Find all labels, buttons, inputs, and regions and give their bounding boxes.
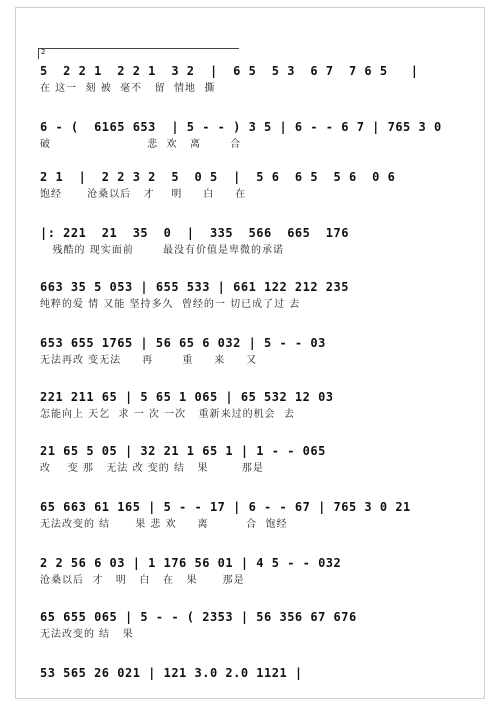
staff-line-5 [40,276,476,312]
lyrics: 纯粹的爱 情 又能 坚持多久 曾经的一 切已成了过 去 [40,299,301,310]
lyrics [40,684,476,698]
notes: 65 655 065 | 5 - - ( 2353 | 56 356 67 676 [40,610,357,624]
staff-line-4 [40,222,476,258]
lyrics: 破 悲 欢 离 合 [40,139,242,150]
lyrics: 无法改变的 结 果 悲 欢 离 合 饱经 [40,519,288,530]
notes: 2 2 56 6 03 | 1 176 56 01 | 4 5 - - 032 [40,556,342,570]
lyrics: 改 变 那 无法 改 变的 结 果 那是 [40,463,264,474]
lyrics: 沧桑以后 才 明 白 在 果 那是 [40,575,245,586]
staff-line-7 [40,386,476,422]
lyrics: 饱经 沧桑以后 才 明 白 在 [40,189,247,200]
notes: 653 655 1765 | 56 65 6 032 | 5 - - 03 [40,336,326,350]
staff-line-10 [40,552,476,588]
notes: 5 2 2 1 2 2 1 3 2 | 6 5 5 3 6 7 7 6 5 | [40,64,419,78]
staff-line-3 [40,166,476,202]
staff-line-2 [40,116,476,152]
sheet-music-page [15,7,485,699]
lyrics: 残酷的 现实面前 最没有价值是卑微的承诺 [40,245,284,256]
lyrics: 在 这一 刻 被 毫不 留 情地 撕 [40,83,216,94]
staff-line-12 [40,662,476,698]
staff-line-1 [40,60,476,96]
notes: 221 211 65 | 5 65 1 065 | 65 532 12 03 [40,390,334,404]
lyrics: 无法再改 变无法 再 重 来 又 [40,355,258,366]
lyrics: 怎能向上 天乞 求 一 次 一次 重新来过的机会 去 [40,409,295,420]
notes: |: 221 21 35 0 | 335 566 665 176 [40,226,349,240]
notes: 6 - ( 6165 653 | 5 - - ) 3 5 | 6 - - 6 7 | 765 3 0 [40,120,442,134]
staff-line-11 [40,606,476,642]
lyrics: 无法改变的 结 果 [40,629,134,640]
staff-line-8 [40,440,476,476]
staff-line-6 [40,332,476,368]
notes: 21 65 5 05 | 32 21 1 65 1 | 1 - - 065 [40,444,326,458]
notes: 2 1 | 2 2 3 2 5 0 5 | 5 6 6 5 5 6 0 6 [40,170,396,184]
notes: 53 565 26 021 | 121 3.0 2.0 1121 | [40,666,303,680]
staff-line-9 [40,496,476,532]
repeat-bracket: 2 [38,48,239,59]
notes: 65 663 61 165 | 5 - - 17 | 6 - - 67 | 765 3 0 21 [40,500,411,514]
notes: 663 35 5 053 | 655 533 | 661 122 212 235 [40,280,349,294]
